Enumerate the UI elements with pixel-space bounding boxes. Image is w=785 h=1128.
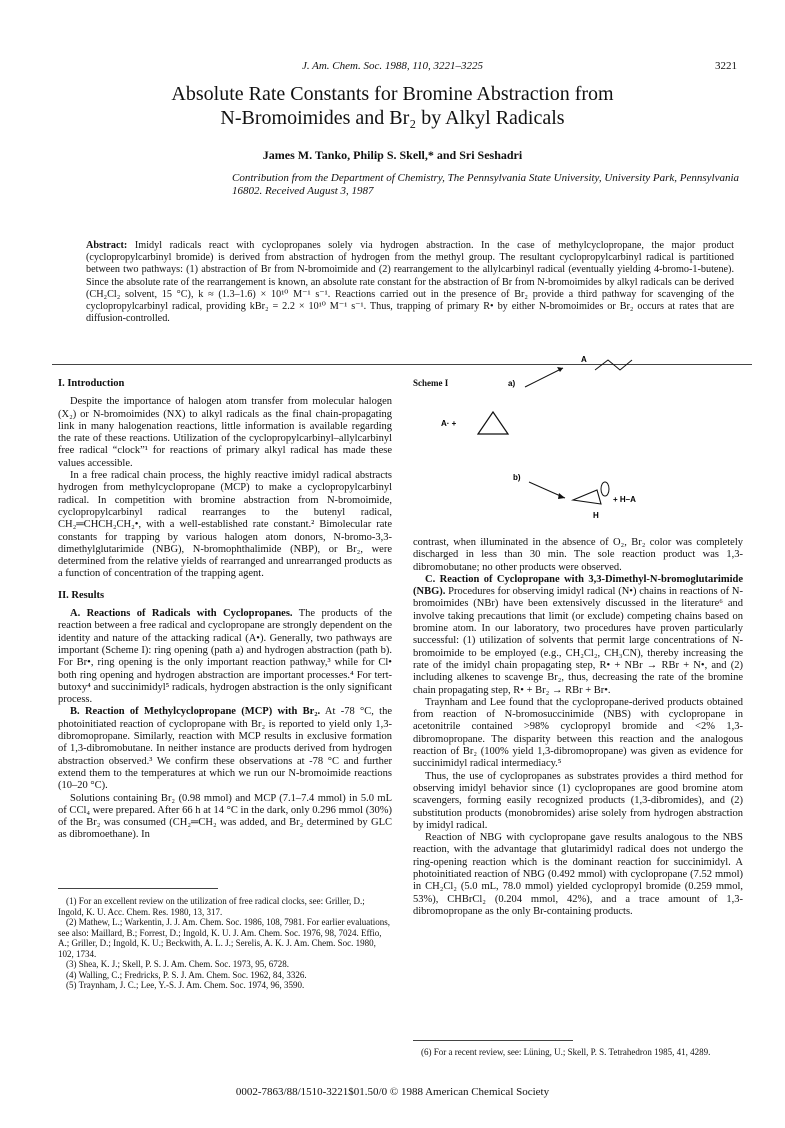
paragraph — [58, 706, 392, 792]
radical-orbital — [601, 482, 609, 496]
footnote-rule — [413, 1040, 573, 1041]
scheme-label: Scheme I — [413, 378, 449, 388]
page-footer: 0002-7863/88/1510-3221$01.50/0 © 1988 American Chemical Society — [235, 1086, 550, 1098]
abstract-label: Abstract: — [86, 240, 128, 251]
page-number: 3221 — [715, 60, 737, 72]
path-a-label: a) — [508, 379, 516, 388]
footnote: (6) For a recent review, see: Lüning, U.; Skell, P. S. Tetrahedron 1985, 41, 4289. — [421, 1047, 711, 1057]
cyclopropyl-radical — [573, 490, 601, 504]
arrow-a — [525, 368, 563, 387]
subsection-heading: B. Reaction of Methylcyclopropane (MCP) with Br₂. — [70, 706, 321, 718]
paragraph: Solutions containing Br₂ (0.98 mmol) and MCP (7.1–7.4 mmol) in 5.0 mL of CCl₄ were prepared. After 66 h at 14 °C in the dark, only 0.296 mmol (30%) of the Br₂ was consumed (CH₂═CH₂ was added, and Br₂ determined by GLC as dibromoethane). In — [58, 792, 392, 841]
paragraph — [58, 608, 392, 706]
left-column — [58, 378, 392, 842]
paragraph-text: At -78 °C, the photoinitiated reaction of cyclopropane with Br₂ is reported to yield only 1,3-dibromopropane. Similarly, reaction with MCP results in exclusive formation of 1,3-dibromobutane. In neither instance are products derived from hydrogen abstraction observed.³ We confirm these observations at -78 °C and further extend them to the temperatures at which we run our N-bromoimide reactions (10–20 °C). — [58, 706, 393, 792]
author-list: James M. Tanko, Philip S. Skell,* and Sri Seshadri — [262, 148, 523, 162]
section-divider — [52, 364, 752, 365]
running-head: J. Am. Chem. Soc. 1988, 110, 3221–3225 — [301, 60, 484, 72]
paragraph: Thus, the use of cyclopropanes as substrates provides a third method for observing imidyl behavior since (1) cyclopropanes are good bromine atom scavengers, forming easily recognized products (1,3-dibromides), and (2) substitution products (monobromides) arise solely from hydrogen abstraction by imidyl radical. — [413, 770, 743, 831]
affiliation: Contribution from the Department of Chemistry, The Pennsylvania State University, University Park, Pennsylvania 16802. Received August 3, 1987 — [232, 172, 740, 197]
allylcarbinyl-chain — [595, 360, 632, 370]
footnote-rule — [58, 888, 218, 889]
footnote: (5) Traynham, J. C.; Lee, Y.-S. J. Am. Chem. Soc. 1974, 96, 3590. — [66, 980, 305, 990]
paragraph: Reaction of NBG with cyclopropane gave results analogous to the NBS reaction, with the advantage that glutarimidyl radical does not undergo the ring-opening reaction which is the dominant reaction for succinimidyl. A photoinitiated reaction of NBG (0.492 mmol) with cyclopropane (7.52 mmol) in CH₂Cl₂ (5.0 mL, 78.0 mmol) yielded cyclopropyl bromide (0.259 mmol, 53%), CHBrCl₂ (0.204 mmol, 42%), and a trace amount of 1,3-dibromopropane as the only Br-containing products. — [413, 832, 743, 917]
paragraph — [413, 574, 743, 697]
subsection-heading: C. Reaction of Cyclopropane with 3,3-Dimethyl-N-bromoglutarimide (NBG). — [413, 573, 743, 598]
footnote: (1) For an excellent review on the utilization of free radical clocks, see: Griller, D.; Ingold, K. U. Acc. Chem. Res. 1980, 13, 317. — [58, 896, 365, 917]
paragraph-text: The products of the reaction between a free radical and cyclopropane are strongly dependent on the identity and nature of the attacking radical (A•). Generally, two pathways are important (Scheme I): ring opening (path a) and hydrogen abstraction (path b). For Br•, ring opening is the only important reaction pathway,³ while for Cl• both ring opening and hydrogen abstraction are important processes.⁴ For tert-butoxy⁴ and succinimidyl⁵ radicals, hydrogen abstraction is the only significant process. — [58, 608, 393, 706]
paragraph: contrast, when illuminated in the absence of O₂, Br₂ color was completely discharged in less than 30 min. The sole reaction product was 1,3-dibromobutane; no other products were observed. — [413, 537, 743, 573]
arrow-head — [557, 367, 563, 372]
paragraph: Traynham and Lee found that the cyclopropane-derived products obtained from reaction of N-bromosuccinimide (NBS) with cyclopropane in acetonitrile contained >98% cyclopropyl bromide and <2% 1,3-dibromopropane. The disparity between this reaction and the analogous reaction of Br₂ (100% yield 1,3-dibromopropane) was given as evidence for succinimidyl radical intermediacy.⁵ — [413, 696, 743, 770]
title-line-2: N-Bromoimides and Br₂ by Alkyl Radicals — [220, 107, 565, 129]
footnote: (3) Shea, K. J.; Skell, P. S. J. Am. Chem. Soc. 1973, 95, 6728. — [66, 959, 290, 969]
cyclopropane-ring — [478, 412, 508, 434]
arrow-head — [558, 493, 565, 499]
footnotes-left — [58, 896, 392, 991]
title-line-1: Absolute Rate Constants for Bromine Abstraction from — [171, 83, 614, 105]
subsection-heading: A. Reactions of Radicals with Cyclopropanes. — [70, 608, 293, 620]
footnote: (4) Walling, C.; Fredricks, P. S. J. Am. Chem. Soc. 1962, 84, 3326. — [66, 969, 307, 980]
product-a-label: A — [581, 355, 587, 364]
section-heading-introduction: I. Introduction — [58, 378, 125, 389]
product-b-label: + H–A — [613, 495, 636, 504]
footnotes-right — [413, 1047, 743, 1058]
section-heading-results: II. Results — [58, 589, 105, 601]
abstract-text: Imidyl radicals react with cyclopropanes solely via hydrogen abstraction. In the case of methylcyclopropane, the major product (cyclopropylcarbinyl bromide) is derived from abstraction of hydrogen from the methyl group. The resultant cyclopropylcarbinyl radical is partitioned between two pathways: (1) abstraction of Br from N-bromoimide and (2) rearrangement to the allylcarbinyl radical (eventually yielding 4-bromo-1-butene). Since the absolute rate of the rearrangement is known, an absolute rate constant for the abstraction of Br from N-bromoimides by alkyl radicals can be derived (CH₂Cl₂ solvent, 15 °C), k ≈ (1.3–1.6) × 10¹⁰ M⁻¹ s⁻¹. Reactions carried out in the presence of Br₂ provide a third pathway for scavenging of the cyclopropylcarbinyl radical, providing kBr₂ = 2.2 × 10¹⁰ M⁻¹ s⁻¹. Thus, trapping of primary R• by either N-bromoimides or Br₂ occurs at rates that are diffusion-controlled. — [86, 240, 735, 325]
paragraph-text: Procedures for observing imidyl radical (N•) chains in reactions of N-bromoimides (NBr) have been extensively discussed in the literature⁶ and involve taking precautions that limit (or exclude) competing chains based on bromine atom. In our laboratory, two procedures have proven particularly successful: (1) utilization of solvents that permit large concentrations of N-bromoimide to be employed (e.g., CH₂Cl₂, CH₃CN), thereby increasing the rate of the imidyl chain propagating step, R• + NBr → RBr + N•, and (2) including alkenes to scavenge Br₂, thus, decreasing the rate of the bromine chain propagating step, R• + Br₂ → RBr + Br•. — [413, 586, 743, 696]
article-title — [0, 82, 785, 130]
hydrogen-label: H — [593, 511, 599, 520]
paragraph: In a free radical chain process, the highly reactive imidyl radical abstracts hydrogen from methylcyclopropane (MCP) to make a cyclopropylcarbinyl radical. In competition with bromine abstraction from N-bromoimide, cyclopropylcarbinyl radical rearranges to the butenyl radical, CH₂═CHCH₂CH₂•, with a well-established rate constant.² Bimolecular rate constants for trapping by various halogen atom donors, N-bromo-3,3-dimethylglutarimide (NBG), N-bromophthalimide (NBP), or Br₂, were determined from the relative yields of rearranged and unrearranged products as a function of concentration of the trapping agent. — [58, 470, 392, 580]
right-column — [413, 537, 743, 918]
scheme-reactant-label: A· + — [441, 419, 457, 428]
footnote: (2) Mathew, L.; Warkentin, J. J. Am. Chem. Soc. 1986, 108, 7981. For earlier evaluations, see also: Maillard, B.; Forrest, D.; Ingold, K. U. J. Am. Chem. Soc. 1976, 98, 7024. Effio, A.; Griller, D.; Ingold, K. U.; Beckwith, A. L. J.; Serelis, A. K. J. Am. Chem. Soc. 1980, 102, 1734. — [58, 917, 390, 959]
path-b-label: b) — [513, 473, 521, 482]
paragraph: Despite the importance of halogen atom transfer from molecular halogen (X₂) or N-bromoimides (NX) to alkyl radicals as the final chain-propagating link in many halogenation reactions, little information is available regarding the rate of these reactions. Utilization of the cyclopropylcarbinyl–allylcarbinyl free radical “clock”¹ for reactions of primary alkyl radical has made these values accessible. — [58, 396, 392, 469]
abstract — [86, 240, 734, 325]
